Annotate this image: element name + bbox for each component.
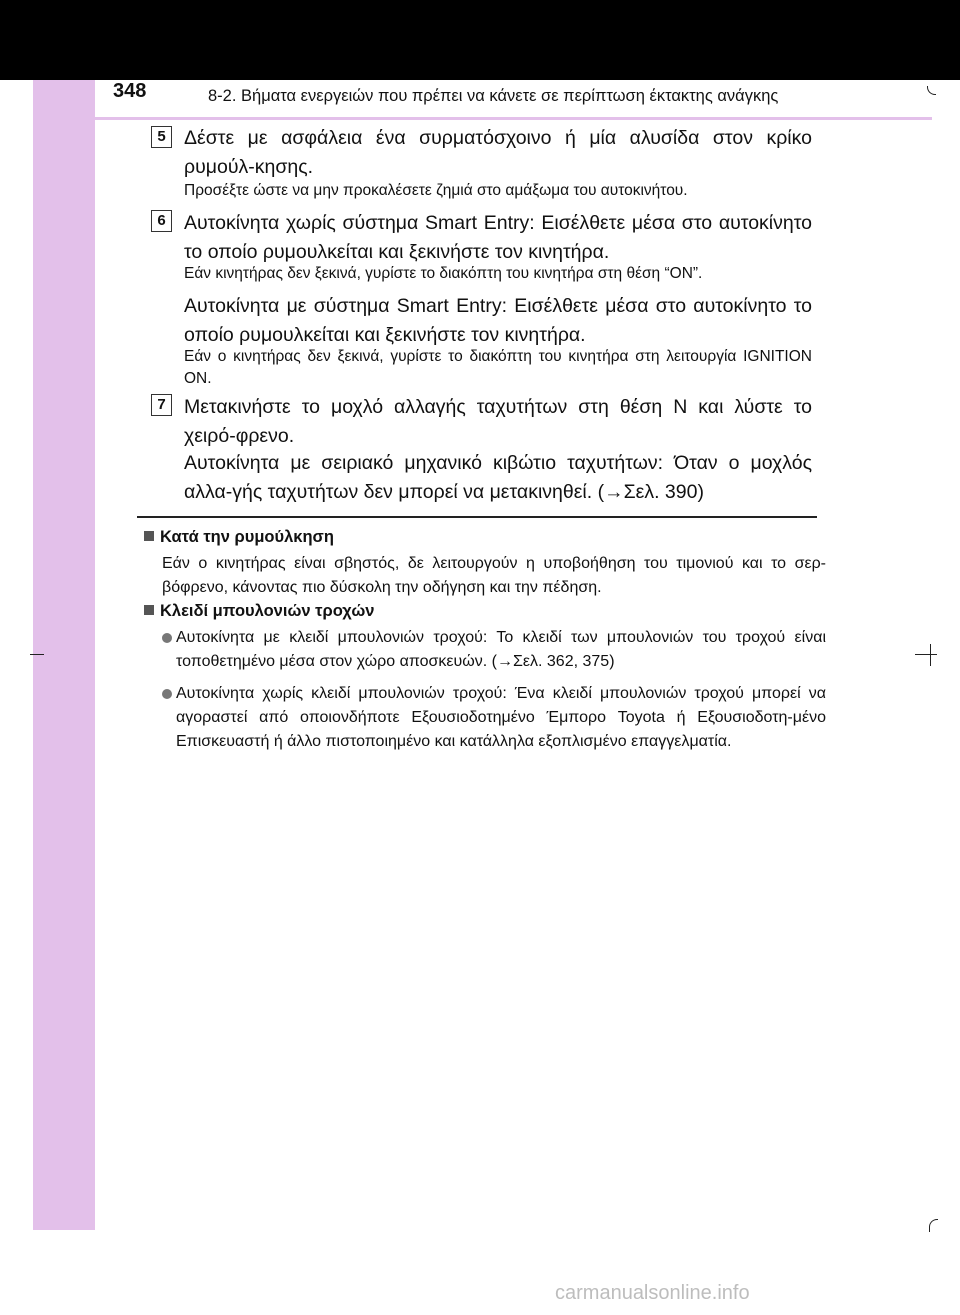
note-heading-text: Κλειδί μπουλονιών τροχών	[160, 602, 375, 620]
crop-mark-right-v	[930, 644, 931, 666]
top-black-bar	[0, 0, 960, 80]
note-heading	[144, 528, 334, 547]
square-bullet-icon	[144, 605, 154, 615]
round-bullet-icon	[162, 633, 172, 643]
crop-mark-left	[30, 654, 44, 655]
watermark: carmanualsonline.info	[555, 1282, 750, 1304]
bullet-text: Αυτοκίνητα με κλειδί μπουλονιών τροχού: Το κλειδί των μπουλονιών του τροχού είναι τοποθετημένο μέσα στον χώρο αποσκευών. (→Σελ. 362, 375)	[176, 629, 826, 670]
crop-mark-bottom-right	[929, 1219, 938, 1232]
step-number-badge: 7	[151, 394, 172, 416]
step-text: Αυτοκίνητα χωρίς σύστημα Smart Entry: Εισέλθετε μέσα στο αυτοκίνητο το οποίο ρυμουλκείται και ξεκινήστε τον κινητήρα.	[184, 212, 812, 263]
section-divider	[137, 516, 817, 518]
step-text: Δέστε με ασφάλεια ένα συρματόσχοινο ή μία αλυσίδα στον κρίκο ρυμούλ-κησης.	[184, 127, 812, 178]
step-text: Μετακινήστε το μοχλό αλλαγής ταχυτήτων στη θέση N και λύστε το χειρό-φρενο.	[184, 396, 812, 447]
note-text: Εάν ο κινητήρας είναι σβηστός, δε λειτουργούν η υποβοήθηση του τιμονιού και το σερ-βόφρενο, κάνοντας πιο δύσκολη την οδήγηση και την πέδηση.	[162, 555, 826, 596]
note-heading	[144, 602, 374, 621]
header-rule	[95, 117, 932, 120]
crop-mark-top-right	[927, 86, 936, 95]
chapter-sidebar	[33, 80, 95, 1230]
crop-mark-right-h	[915, 654, 937, 655]
round-bullet-icon	[162, 689, 172, 699]
page-number: 348	[113, 80, 147, 102]
bullet-text: Αυτοκίνητα χωρίς κλειδί μπουλονιών τροχού: Ένα κλειδί μπουλονιών τροχού μπορεί να αγοραστεί από οποιονδήποτε Εξουσιοδοτημένο Έμπορο Toyota ή Εξουσιοδοτη-μένο Επισκευαστή ή άλλο πιστοποιημένο και κατάλληλα εξοπλισμένο επαγγελματία.	[176, 685, 826, 750]
step-text-alt: Αυτοκίνητα με σύστημα Smart Entry: Εισέλθετε μέσα στο αυτοκίνητο το οποίο ρυμουλκείται και ξεκινήστε τον κινητήρα.	[184, 295, 812, 346]
note-heading-text: Κατά την ρυμούλκηση	[160, 528, 334, 546]
square-bullet-icon	[144, 531, 154, 541]
step-note: Προσέξτε ώστε να μην προκαλέσετε ζημιά στο αμάξωμα του αυτοκινήτου.	[184, 182, 688, 199]
step-number-badge: 6	[151, 210, 172, 232]
step-note-alt: Εάν ο κινητήρας δεν ξεκινά, γυρίστε το διακόπτη του κινητήρα στη λειτουργία IGNITION ON.	[184, 348, 812, 387]
step-note: Εάν κινητήρας δεν ξεκινά, γυρίστε το διακόπτη του κινητήρα στη θέση “ON”.	[184, 265, 703, 282]
step-number-badge: 5	[151, 126, 172, 148]
step-text-alt: Αυτοκίνητα με σειριακό μηχανικό κιβώτιο ταχυτήτων: Όταν ο μοχλός αλλα-γής ταχυτήτων δεν μπορεί να μετακινηθεί. (→Σελ. 390)	[184, 452, 812, 503]
section-title: 8-2. Βήματα ενεργειών που πρέπει να κάνετε σε περίπτωση έκτακτης ανάγκης	[208, 87, 779, 105]
